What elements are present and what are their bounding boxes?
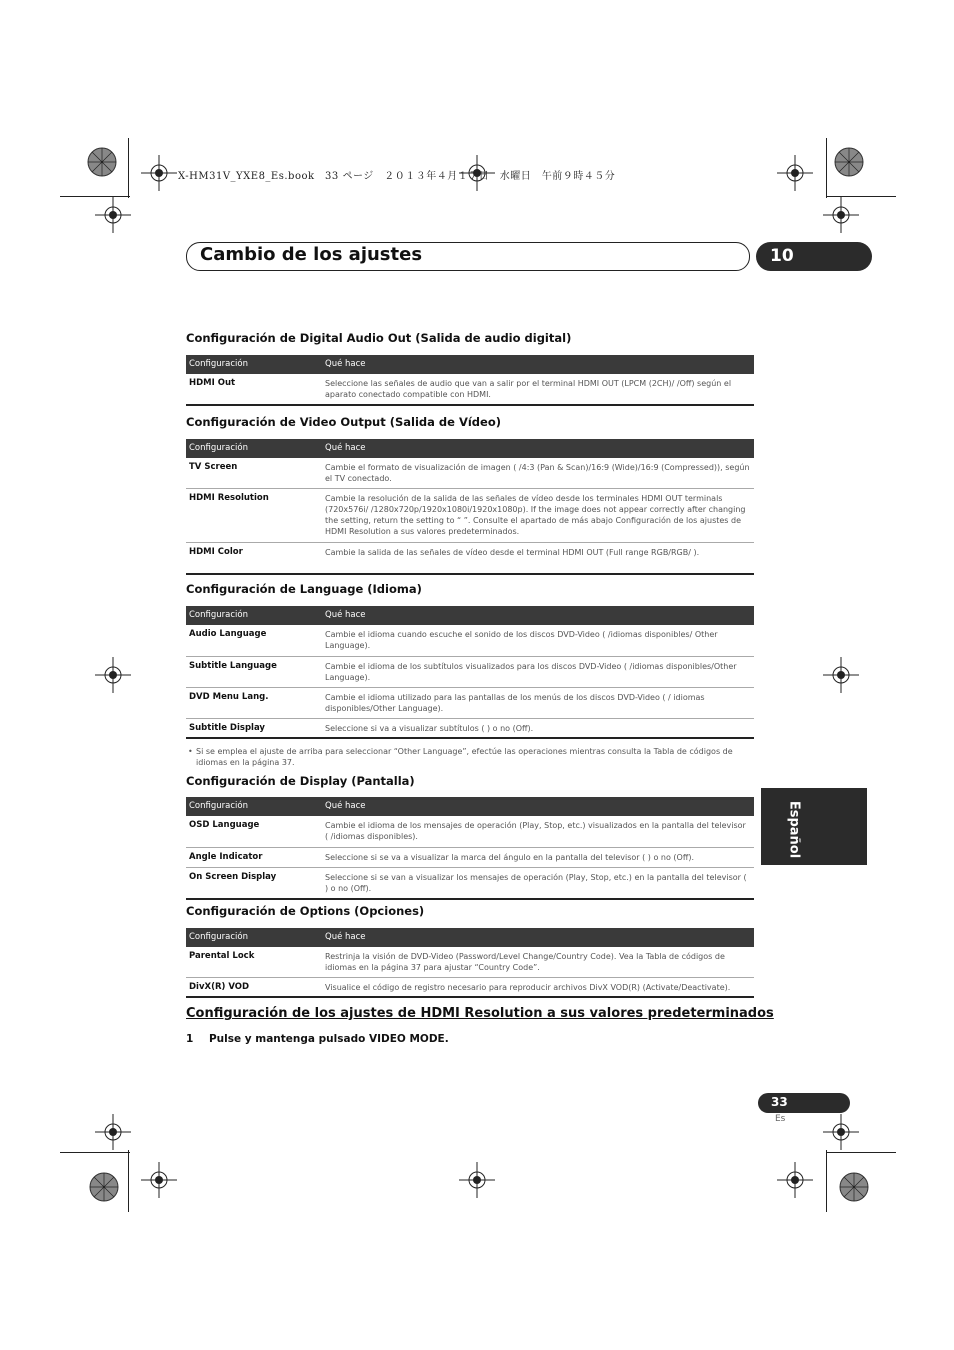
setting-name: HDMI Resolution (189, 493, 269, 503)
setting-description: Cambie el idioma cuando escuche el sonido de los discos DVD-Video ( /idiomas disponibles/ Other Language). (325, 630, 718, 650)
settings-table (186, 439, 754, 575)
table-row (186, 719, 754, 737)
note-bullet (188, 746, 754, 768)
note-text: Si se emplea el ajuste de arriba para seleccionar “Other Language”, efectúe las operaciones mientras consulta la Tabla de códigos de idiomas en la página 37. (196, 747, 733, 767)
table-row (186, 374, 754, 404)
setting-name: DivX(R) VOD (189, 982, 250, 992)
table-header (186, 439, 754, 458)
crosshair-icon (823, 657, 859, 693)
language-tab-label: Español (786, 800, 802, 859)
column-header-config: Configuración (189, 932, 248, 942)
table-header (186, 355, 754, 374)
setting-name: On Screen Display (189, 872, 277, 882)
table-row (186, 848, 754, 868)
table-row (186, 458, 754, 489)
setting-name: HDMI Color (189, 547, 243, 557)
step-text: Pulse y mantenga pulsado VIDEO MODE. (208, 1033, 449, 1045)
setting-description: Cambie el idioma utilizado para las pantallas de los menús de los discos DVD-Video ( / idiomas disponibles/Other Language). (325, 693, 705, 713)
setting-name: Subtitle Display (189, 723, 265, 733)
crosshair-icon (823, 1114, 859, 1150)
table-row (186, 489, 754, 543)
column-header-what: Qué hace (325, 801, 366, 811)
table-row (186, 657, 754, 688)
column-header-config: Configuración (189, 801, 248, 811)
setting-description: Cambie el idioma de los subtítulos visualizados para los discos DVD-Video ( /idiomas disponibles/Other Language). (325, 662, 737, 682)
crosshair-icon (141, 155, 177, 191)
table-row (186, 543, 754, 573)
page-number: 33 (771, 1095, 788, 1109)
table-header (186, 928, 754, 947)
setting-name: Audio Language (189, 629, 267, 639)
table-row (186, 688, 754, 719)
column-header-what: Qué hace (325, 443, 366, 453)
setting-name: DVD Menu Lang. (189, 692, 269, 702)
column-header-what: Qué hace (325, 932, 366, 942)
chapter-title: Cambio de los ajustes (200, 244, 423, 265)
setting-description: Cambie el formato de visualización de imagen ( /4:3 (Pan & Scan)/16:9 (Wide)/16:9 (Compressed)), según el TV conectado. (325, 463, 750, 483)
crosshair-icon (459, 1162, 495, 1198)
table-row (186, 978, 754, 996)
setting-description: Seleccione si va a visualizar subtítulos ( ) o no (Off). (325, 724, 534, 733)
setting-name: Subtitle Language (189, 661, 277, 671)
language-tab (761, 788, 867, 865)
table-row (186, 625, 754, 657)
table-row (186, 868, 754, 898)
crosshair-icon (95, 197, 131, 233)
crosshair-icon (141, 1162, 177, 1198)
crosshair-icon (95, 1114, 131, 1150)
column-header-what: Qué hace (325, 610, 366, 620)
registration-mark-icon (837, 1170, 871, 1204)
setting-description: Cambie el idioma de los mensajes de operación (Play, Stop, etc.) visualizados en la pantalla del televisor ( /idiomas disponibles). (325, 821, 746, 841)
crosshair-icon (777, 155, 813, 191)
registration-mark-icon (87, 1170, 121, 1204)
page-language: Es (775, 1114, 786, 1124)
chapter-number: 10 (770, 246, 794, 266)
crosshair-icon (95, 657, 131, 693)
column-header-what: Qué hace (325, 359, 366, 369)
setting-description: Cambie la salida de las señales de vídeo desde el terminal HDMI OUT (Full range RGB/RGB/ ). (325, 548, 700, 557)
setting-description: Visualice el código de registro necesario para reproducir archivos DivX VOD(R) (Activate/Deactivate). (325, 983, 731, 992)
setting-description: Seleccione si se va a visualizar la marca del ángulo en la pantalla del televisor ( ) o no (Off). (325, 853, 694, 862)
bullet-icon: • (188, 747, 193, 756)
setting-name: Parental Lock (189, 951, 255, 961)
setting-description: Cambie la resolución de la salida de las señales de vídeo desde los terminales HDMI OUT terminals (720x576i/ /1280x720p/1920x1080i/1920x1080p). If the image does not appear correctly after changing the setting, return the setting to “ ”. Consulte el apartado de más abajo Configuración de los ajustes de HDMI Resolution a sus valores predeterminados. (325, 494, 746, 536)
section-title: Configuración de Display (Pantalla) (186, 774, 415, 788)
registration-mark-icon (832, 145, 866, 179)
file-header: X-HM31V_YXE8_Es.book 33 ページ ２０１３年４月１７日 水曜日 午前９時４５分 (178, 171, 616, 182)
setting-name: Angle Indicator (189, 852, 263, 862)
table-header (186, 606, 754, 625)
settings-table (186, 928, 754, 998)
column-header-config: Configuración (189, 359, 248, 369)
registration-mark-icon (85, 145, 119, 179)
setting-description: Seleccione las señales de audio que van a salir por el terminal HDMI OUT (LPCM (2CH)/ /Off) según el aparato conectado compatible con HDMI. (325, 379, 732, 399)
section-title: Configuración de Options (Opciones) (186, 904, 425, 918)
crosshair-icon (777, 1162, 813, 1198)
column-header-config: Configuración (189, 443, 248, 453)
section-title: Configuración de Video Output (Salida de Vídeo) (186, 415, 501, 429)
table-row (186, 947, 754, 978)
step-item (186, 1033, 449, 1045)
section-title: Configuración de Digital Audio Out (Salida de audio digital) (186, 331, 572, 345)
section-heading: Configuración de los ajustes de HDMI Resolution a sus valores predeterminados (186, 1006, 774, 1021)
table-header (186, 797, 754, 816)
section-title: Configuración de Language (Idioma) (186, 582, 422, 596)
setting-description: Seleccione si se van a visualizar los mensajes de operación (Play, Stop, etc.) en la pantalla del televisor ( ) o no (Off). (325, 873, 747, 893)
setting-name: HDMI Out (189, 378, 236, 388)
column-header-config: Configuración (189, 610, 248, 620)
setting-description: Restrinja la visión de DVD-Video (Password/Level Change/Country Code). Vea la Tabla de códigos de idiomas en la página 37 para ajustar “Country Code”. (325, 952, 725, 972)
setting-name: TV Screen (189, 462, 238, 472)
table-row (186, 816, 754, 848)
step-number: 1 (186, 1033, 194, 1045)
settings-table (186, 797, 754, 900)
setting-name: OSD Language (189, 820, 260, 830)
settings-table (186, 355, 754, 406)
settings-table (186, 606, 754, 739)
crosshair-icon (823, 197, 859, 233)
